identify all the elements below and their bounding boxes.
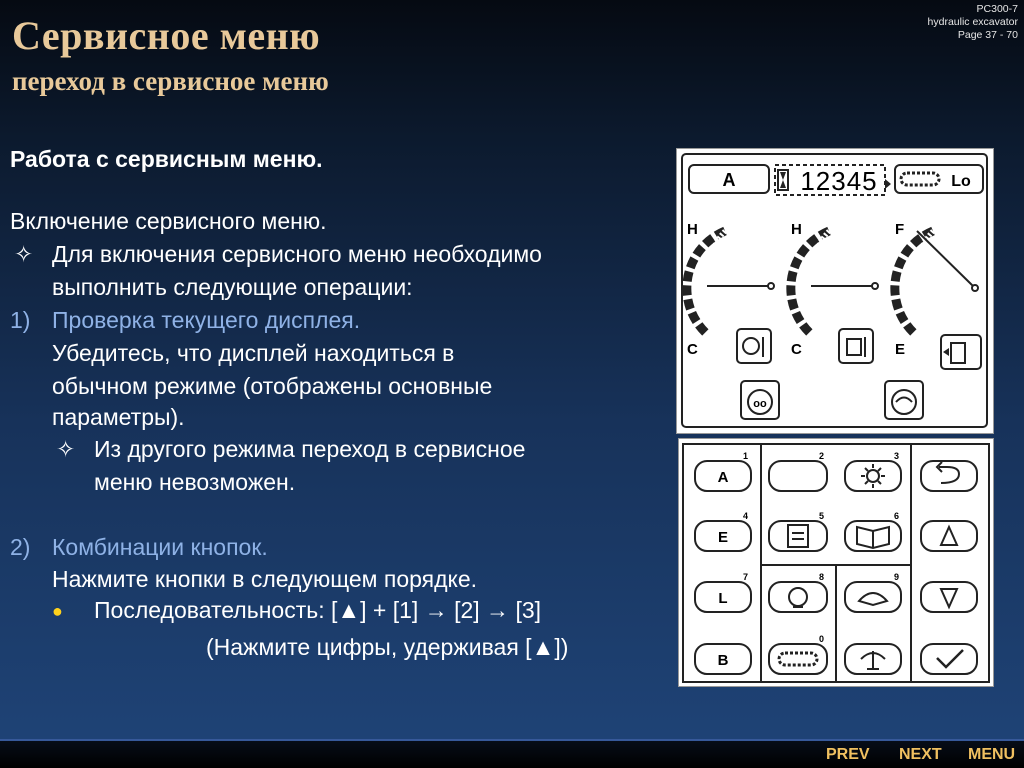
hour-meter-digits: 12345 — [800, 166, 878, 196]
hydraulic-oil-temp-gauge — [791, 221, 878, 363]
hydraulic-oil-icon — [839, 329, 873, 363]
machine-label: hydraulic excavator — [927, 16, 1018, 28]
key-6[interactable] — [845, 521, 901, 551]
key-number-7: 7 — [743, 572, 749, 582]
bottom-nav-bar — [0, 741, 1024, 768]
key-number-3: 3 — [894, 451, 900, 461]
key-3[interactable] — [845, 461, 901, 491]
step1-title: Проверка текущего дисплея. — [52, 307, 361, 333]
menu-button[interactable]: MENU — [968, 746, 1016, 763]
gauge2-top-label: H — [791, 221, 802, 238]
page-title: Сервисное меню — [12, 13, 321, 58]
key-number-6: 6 — [894, 511, 900, 521]
page-subtitle: переход в сервисное меню — [12, 66, 329, 96]
mode-key-e[interactable] — [695, 521, 751, 551]
step1-line2: обычном режиме (отображены основные — [52, 373, 493, 399]
next-button[interactable]: NEXT — [899, 746, 942, 763]
up-key[interactable] — [921, 521, 977, 551]
key-number-5: 5 — [819, 511, 825, 521]
gauge3-top-label: F — [895, 221, 905, 238]
gauge3-bottom-label: E — [895, 341, 906, 358]
step2-title: Комбинации кнопок. — [52, 534, 268, 560]
key-9[interactable] — [845, 582, 901, 612]
step1-sub-line1: Из другого режима переход в сервисное — [94, 436, 526, 462]
sub-bullet-icon: ✧ — [56, 436, 76, 462]
bullet1-line1: Для включения сервисного меню необходимо — [52, 241, 542, 267]
washer-key[interactable] — [845, 644, 901, 674]
mode-key-a-label: A — [717, 469, 729, 486]
doc-info — [928, 3, 1018, 42]
key-2[interactable] — [769, 461, 827, 491]
down-key[interactable] — [921, 582, 977, 612]
step1-sub-line2: меню невозможен. — [94, 469, 296, 495]
section-heading: Работа с сервисным меню. — [10, 146, 323, 172]
subsection-heading: Включение сервисного меню. — [10, 208, 327, 234]
mode-key-b-label: B — [717, 652, 729, 669]
step1-number: 1) — [10, 307, 31, 333]
keypad-drawing — [679, 439, 993, 686]
key-number-8: 8 — [819, 572, 825, 582]
button-sequence: Последовательность: [▲] + [1] → [2] → [3] — [94, 597, 542, 623]
mode-key-l[interactable] — [695, 582, 751, 612]
monitor-display-drawing — [677, 149, 993, 433]
key-number-9: 9 — [894, 572, 900, 582]
gauge1-top-label: H — [687, 221, 698, 238]
key-8[interactable] — [769, 582, 827, 612]
mode-key-a[interactable] — [695, 461, 751, 491]
key-number-1: 1 — [743, 451, 749, 461]
hold-note: (Нажмите цифры, удерживая [▲]) — [206, 634, 569, 660]
confirm-key[interactable] — [921, 644, 977, 674]
key-0[interactable] — [769, 644, 827, 674]
bullet-icon: ✧ — [14, 241, 34, 267]
page-number: Page 37 - 70 — [957, 29, 1018, 41]
mode-indicator-label: A — [722, 170, 736, 190]
key-number-4: 4 — [743, 511, 749, 521]
gauge1-bottom-label: C — [687, 341, 698, 358]
bullet1-line2: выполнить следующие операции: — [52, 274, 413, 300]
model-label: PC300-7 — [976, 3, 1018, 15]
mode-key-l-label: L — [718, 590, 728, 607]
keypad-panel — [678, 438, 994, 687]
dot-bullet-icon: ● — [52, 601, 63, 621]
fuel-gauge — [895, 221, 981, 369]
key-number-2: 2 — [819, 451, 825, 461]
lo-label: Lo — [951, 173, 971, 190]
svg-text:oo: oo — [753, 398, 767, 410]
mode-key-b[interactable] — [695, 644, 751, 674]
back-key[interactable] — [921, 461, 977, 491]
prev-button[interactable]: PREV — [826, 746, 870, 763]
key-5[interactable] — [769, 521, 827, 551]
key-number-0: 0 — [819, 634, 825, 644]
step1-line3: параметры). — [52, 404, 185, 430]
step2-line1: Нажмите кнопки в следующем порядке. — [52, 566, 478, 592]
step2-number: 2) — [10, 534, 31, 560]
mode-key-e-label: E — [717, 529, 729, 546]
monitor-display-panel — [676, 148, 994, 434]
coolant-temp-gauge — [687, 221, 774, 363]
step1-line1: Убедитесь, что дисплей находиться в — [52, 340, 455, 366]
gauge2-bottom-label: C — [791, 341, 802, 358]
